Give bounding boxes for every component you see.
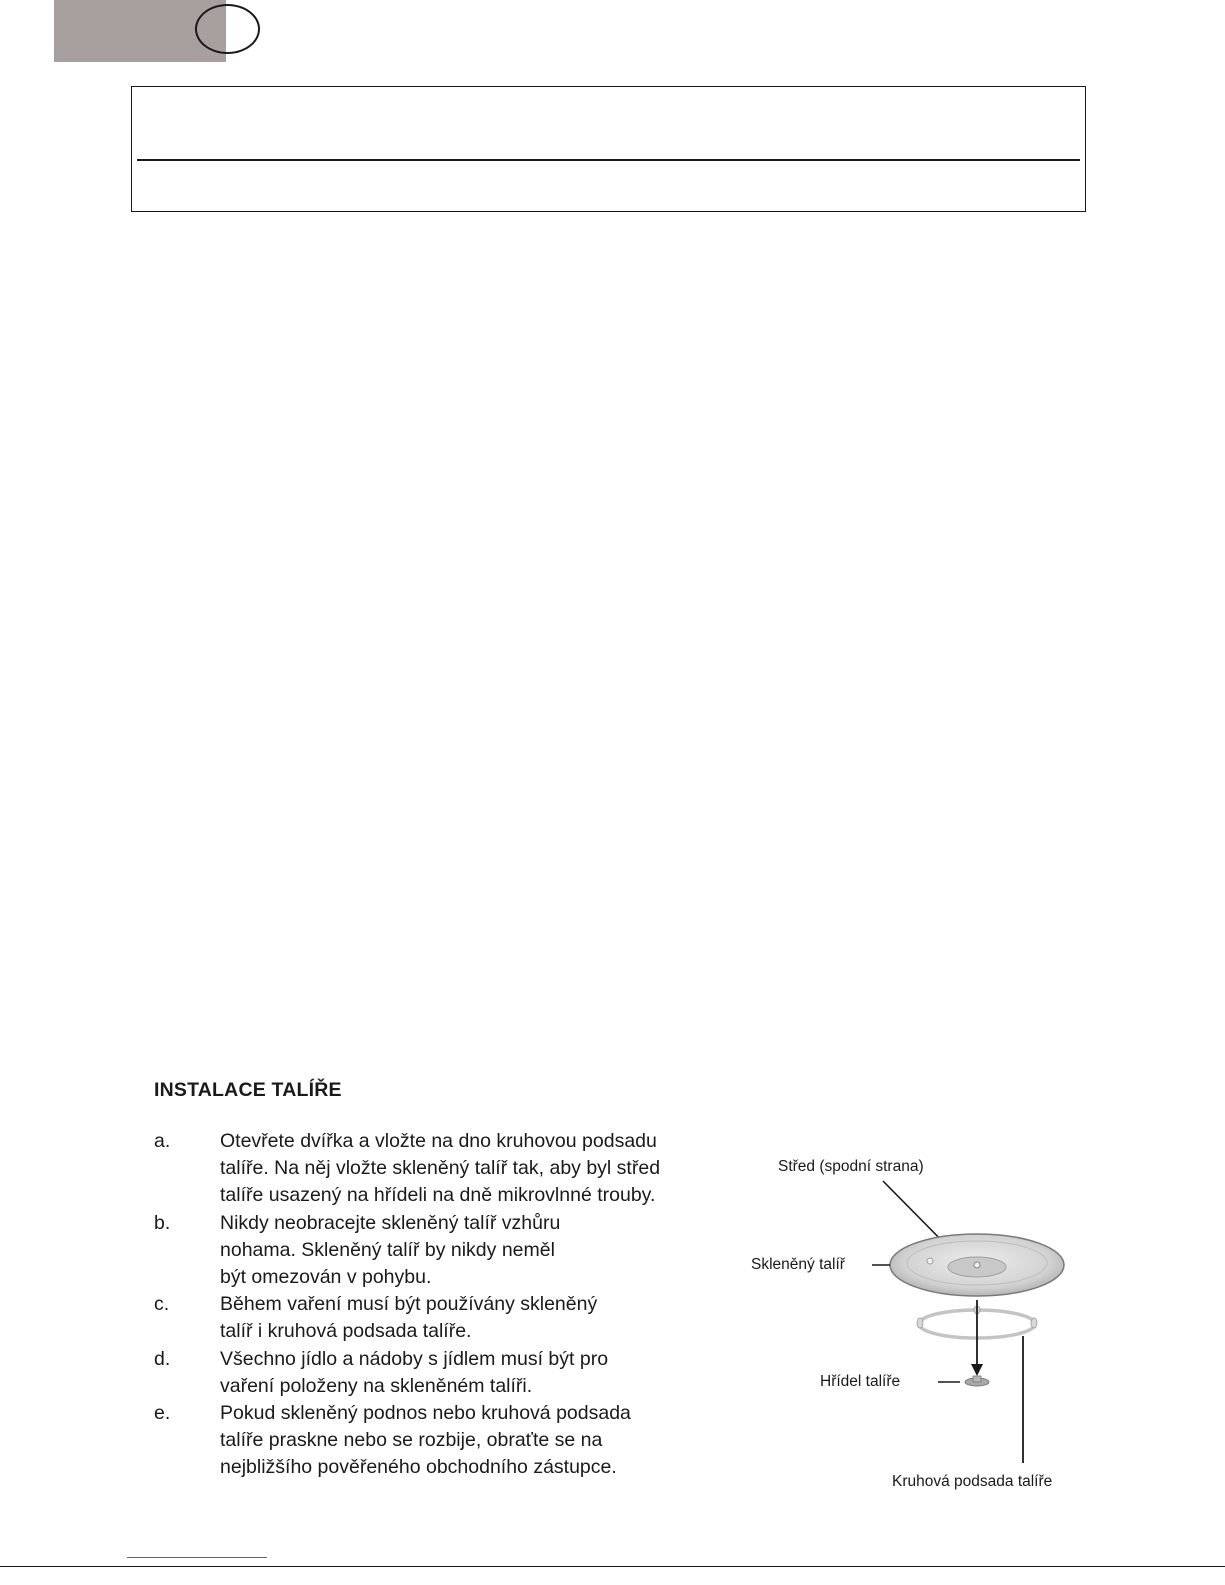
step-text-line: talíře usazený na hřídeli na dně mikrovlnné trouby. bbox=[220, 1184, 656, 1207]
center-label: Střed (spodní strana) bbox=[778, 1158, 924, 1175]
step-item bbox=[154, 1400, 734, 1482]
installation-steps bbox=[154, 1128, 734, 1482]
turntable-diagram bbox=[740, 1140, 1100, 1510]
step-letter: a. bbox=[154, 1130, 171, 1152]
roller-ring-label: Kruhová podsada talíře bbox=[892, 1473, 1053, 1490]
step-text-line: vaření položeny na skleněném talíři. bbox=[220, 1374, 533, 1397]
step-text-line: Během vaření musí být používány skleněný bbox=[220, 1293, 598, 1316]
step-item bbox=[154, 1291, 734, 1345]
footer-rule bbox=[0, 1566, 1225, 1567]
glass-tray-label: Skleněný talíř bbox=[751, 1256, 845, 1273]
step-text-line: být omezován v pohybu. bbox=[220, 1266, 432, 1289]
header-divider bbox=[137, 159, 1080, 161]
step-text-line: talíře praskne nebo se rozbije, obraťte se na bbox=[220, 1429, 603, 1452]
step-letter: e. bbox=[154, 1402, 171, 1425]
footer-link-underline bbox=[127, 1557, 267, 1558]
shaft-label: Hřídel talíře bbox=[820, 1373, 901, 1390]
step-letter: c. bbox=[154, 1293, 170, 1316]
step-item bbox=[154, 1128, 734, 1210]
shaft-icon bbox=[965, 1376, 989, 1386]
step-text-line: Pokud skleněný podnos nebo kruhová podsada bbox=[220, 1402, 631, 1425]
step-text-line: talíře. Na něj vložte skleněný talíř tak, aby byl střed bbox=[220, 1157, 661, 1180]
step-text-line: nohama. Skleněný talíř by nikdy neměl bbox=[220, 1238, 555, 1261]
step-item bbox=[154, 1210, 734, 1292]
header-box bbox=[131, 86, 1086, 212]
step-text-line: Všechno jídlo a nádoby s jídlem musí být pro bbox=[220, 1347, 609, 1370]
language-tab bbox=[54, 0, 226, 62]
step-text-line: Nikdy neobracejte skleněný talíř vzhůru bbox=[220, 1211, 561, 1234]
step-letter: b. bbox=[154, 1211, 171, 1234]
glass-tray-icon bbox=[890, 1234, 1064, 1296]
step-item bbox=[154, 1346, 734, 1400]
step-letter: d. bbox=[154, 1347, 171, 1370]
step-text-line: talíř i kruhová podsada talíře. bbox=[220, 1320, 472, 1343]
section-title: INSTALACE TALÍŘE bbox=[154, 1079, 342, 1101]
language-oval-icon bbox=[195, 4, 260, 54]
step-text-line: Otevřete dvířka a vložte na dno kruhovou podsadu bbox=[220, 1130, 657, 1152]
step-text-line: nejbližšího pověřeného obchodního zástupce. bbox=[220, 1456, 617, 1479]
